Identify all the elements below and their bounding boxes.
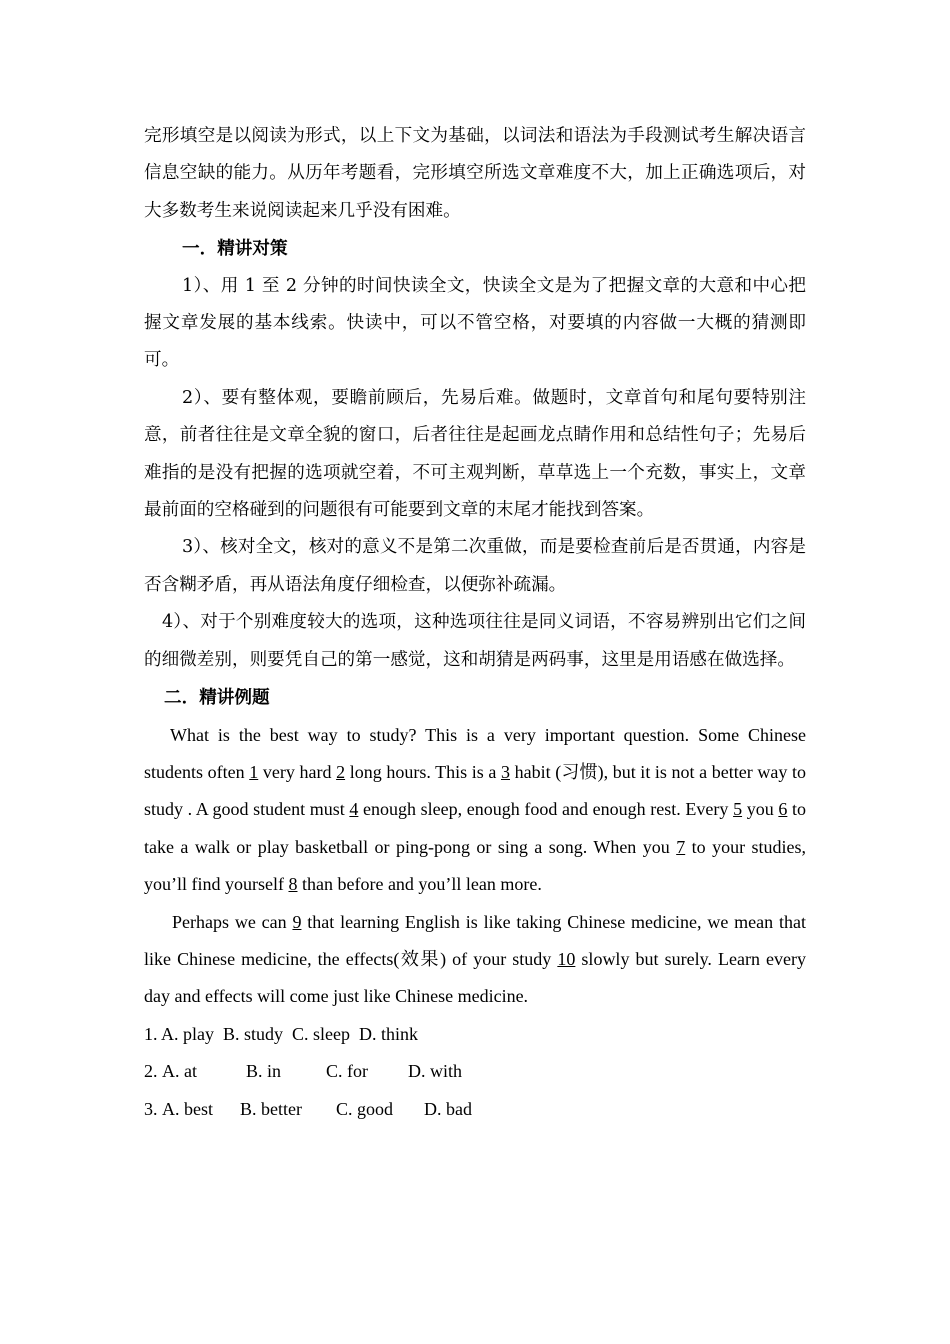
question-number: 3. (144, 1098, 158, 1119)
document-body (144, 118, 806, 1128)
question-number: 1. (144, 1023, 158, 1044)
option-b: B. study (223, 1023, 284, 1044)
question-3 (144, 1091, 806, 1128)
strategy-item-4: 4）、对于个别难度较大的选项，这种选项往往是同义词语，不容易辨别出它们之间的细微差别，则要凭自己的第一感觉，这和胡猜是两码事，这里是用语感在做选择。 (144, 612, 806, 670)
passage-text: Perhaps we can (172, 911, 293, 932)
passage-text: enough sleep, enough food and enough rest. Every (358, 799, 734, 820)
blank-10: 10 (557, 948, 576, 969)
passage-paragraph-1 (144, 717, 806, 904)
question-1 (144, 1016, 806, 1053)
blank-2: 2 (336, 761, 346, 782)
passage-text: slowly but surely. Learn every day and effects will come just like Chinese medicine. (144, 948, 806, 1007)
passage-text: you (742, 799, 779, 820)
option-b: B. in (246, 1061, 282, 1082)
section-heading-examples: 二．精讲例题 (164, 687, 270, 709)
option-c: C. for (326, 1061, 368, 1082)
option-a: A. best (162, 1098, 213, 1119)
passage-text: that learning English is like taking Chinese medicine, we mean that like Chinese medicine, the effects(效果) of your study (144, 911, 806, 969)
blank-3: 3 (500, 761, 510, 782)
option-a: A. at (162, 1061, 197, 1082)
blank-9: 9 (292, 911, 302, 932)
option-d: D. bad (424, 1098, 472, 1119)
passage-text: very hard (258, 761, 337, 782)
option-d: D. think (359, 1023, 419, 1044)
option-c: C. good (336, 1098, 394, 1119)
passage-paragraph-2 (144, 904, 806, 1016)
passage-text: long hours. This is a (345, 761, 501, 782)
blank-1: 1 (249, 761, 259, 782)
blank-6: 6 (778, 799, 788, 820)
option-a: A. play (161, 1023, 215, 1044)
strategy-item-1: 1）、用 1 至 2 分钟的时间快读全文，快读全文是为了把握文章的大意和中心把握文章发展的基本线索。快读中，可以不管空格，对要填的内容做一大概的猜测即可。 (144, 275, 806, 371)
blank-8: 8 (288, 874, 298, 895)
blank-5: 5 (733, 799, 743, 820)
strategy-item-3: 3）、核对全文，核对的意义不是第二次重做，而是要检查前后是否贯通，内容是否含糊矛盾，再从语法角度仔细检查，以便弥补疏漏。 (144, 537, 806, 595)
passage-text: to take a walk or play basketball or ping-pong or sing a song. When you (144, 799, 807, 857)
passage-text: habit (习惯), but it is not a better way to study . A good student must (144, 761, 807, 820)
blank-7: 7 (676, 836, 686, 857)
strategy-item-2: 2）、要有整体观，要瞻前顾后，先易后难。做题时，文章首句和尾句要特别注意，前者往往是文章全貌的窗口，后者往往是起画龙点睛作用和总结性句子；先易后难指的是没有把握的选项就空着，不可主观判断，草草选上一个充数，事实上，文章最前面的空格碰到的问题很有可能要到文章的末尾才能找到答案。 (144, 387, 806, 521)
blank-4: 4 (349, 799, 359, 820)
option-c: C. sleep (292, 1023, 351, 1044)
question-number: 2. (144, 1061, 158, 1082)
option-b: B. better (240, 1098, 302, 1119)
intro-paragraph: 完形填空是以阅读为形式，以上下文为基础，以词法和语法为手段测试考生解决语言信息空缺的能力。从历年考题看，完形填空所选文章难度不大，加上正确选项后，对大多数考生来说阅读起来几乎没有困难。 (144, 126, 806, 221)
passage-text: to your studies, you’ll find yourself (144, 836, 806, 895)
section-heading-strategies: 一．精讲对策 (182, 238, 288, 260)
option-d: D. with (408, 1061, 462, 1082)
passage-text: than before and you’ll lean more. (297, 874, 542, 895)
question-2 (144, 1053, 806, 1090)
passage-text: What is the best way to study? This is a very important question. Some Chinese students often (144, 724, 806, 782)
